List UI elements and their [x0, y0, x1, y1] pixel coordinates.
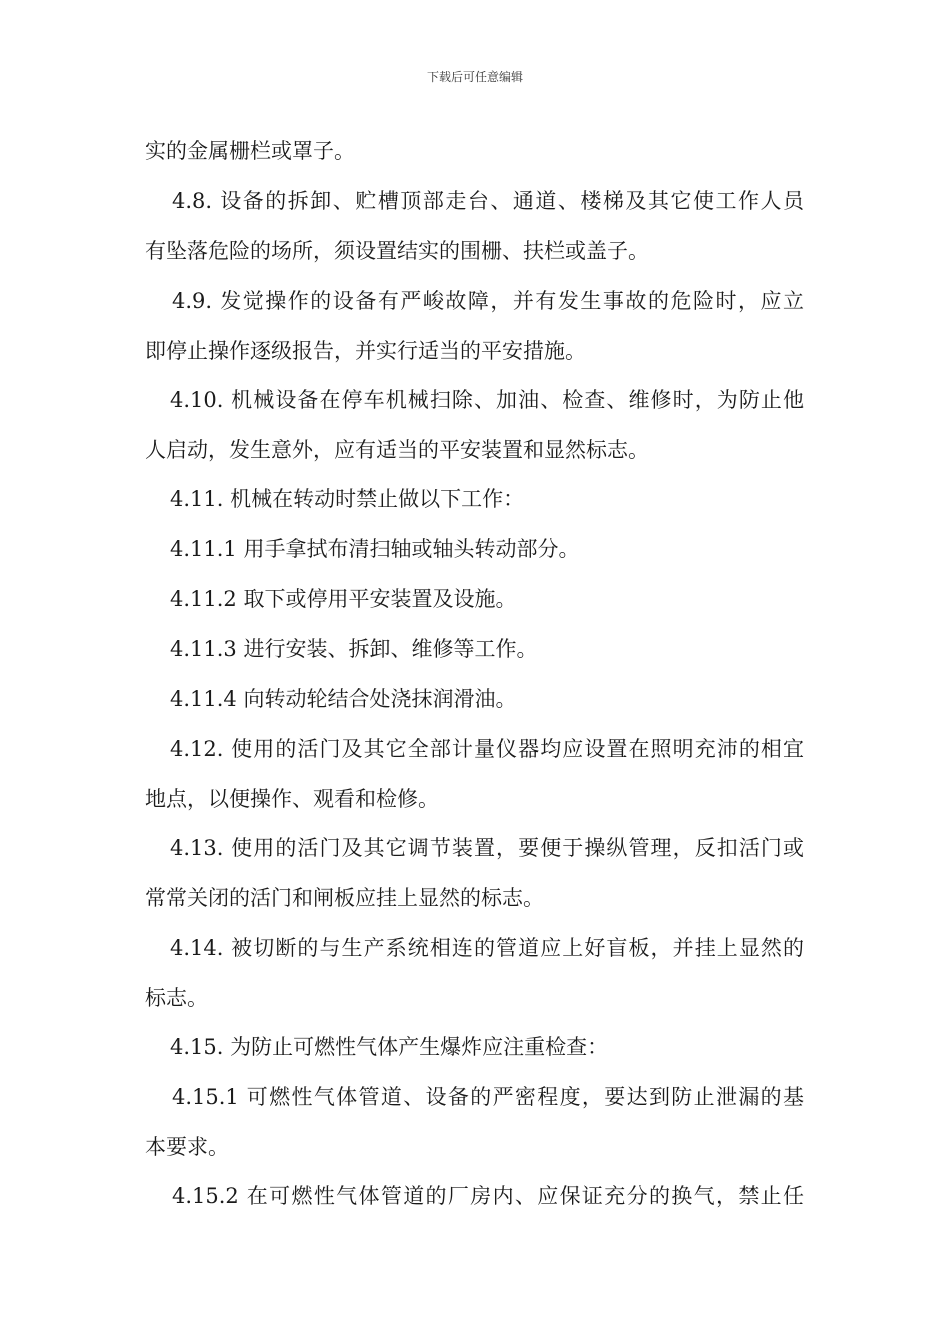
- text-line: 标志。: [145, 986, 208, 1010]
- text-line: 地点，以便操作、观看和检修。: [145, 787, 439, 811]
- text-line: 有坠落危险的场所，须设置结实的围栅、扶栏或盖子。: [145, 239, 649, 263]
- text-line: 4.10. 机械设备在停车机械扫除、加油、检查、维修时，为防止他: [170, 388, 804, 412]
- text-line: 本要求。: [145, 1135, 229, 1159]
- text-line: 人启动，发生意外，应有适当的平安装置和显然标志。: [145, 438, 649, 462]
- text-line: 4.11.2 取下或停用平安装置及设施。: [170, 587, 517, 611]
- text-line: 实的金属栅栏或罩子。: [145, 139, 355, 163]
- text-line: 常常关闭的活门和闸板应挂上显然的标志。: [145, 886, 544, 910]
- text-line: 4.11. 机械在转动时禁止做以下工作：: [170, 487, 525, 511]
- text-line: 4.9. 发觉操作的设备有严峻故障，并有发生事故的危险时，应立: [172, 289, 804, 313]
- text-line: 4.11.3 进行安装、拆卸、维修等工作。: [170, 637, 538, 661]
- text-line: 4.12. 使用的活门及其它全部计量仪器均应设置在照明充沛的相宜: [170, 737, 804, 761]
- text-line: 4.8. 设备的拆卸、贮槽顶部走台、通道、楼梯及其它使工作人员: [172, 189, 804, 213]
- text-line: 4.15. 为防止可燃性气体产生爆炸应注重检查：: [170, 1035, 609, 1059]
- text-line: 4.13. 使用的活门及其它调节装置，要便于操纵管理，反扣活门或: [170, 836, 804, 860]
- text-line: 即停止操作逐级报告，并实行适当的平安措施。: [145, 339, 586, 363]
- text-line: 4.15.2 在可燃性气体管道的厂房内、应保证充分的换气，禁止任: [172, 1184, 804, 1208]
- text-line: 4.14. 被切断的与生产系统相连的管道应上好盲板，并挂上显然的: [170, 936, 804, 960]
- text-line: 4.15.1 可燃性气体管道、设备的严密程度，要达到防止泄漏的基: [172, 1085, 804, 1109]
- page-header: 下载后可任意编辑: [426, 70, 523, 84]
- text-line: 4.11.1 用手拿拭布清扫轴或轴头转动部分。: [170, 537, 580, 561]
- text-line: 4.11.4 向转动轮结合处浇抹润滑油。: [170, 687, 517, 711]
